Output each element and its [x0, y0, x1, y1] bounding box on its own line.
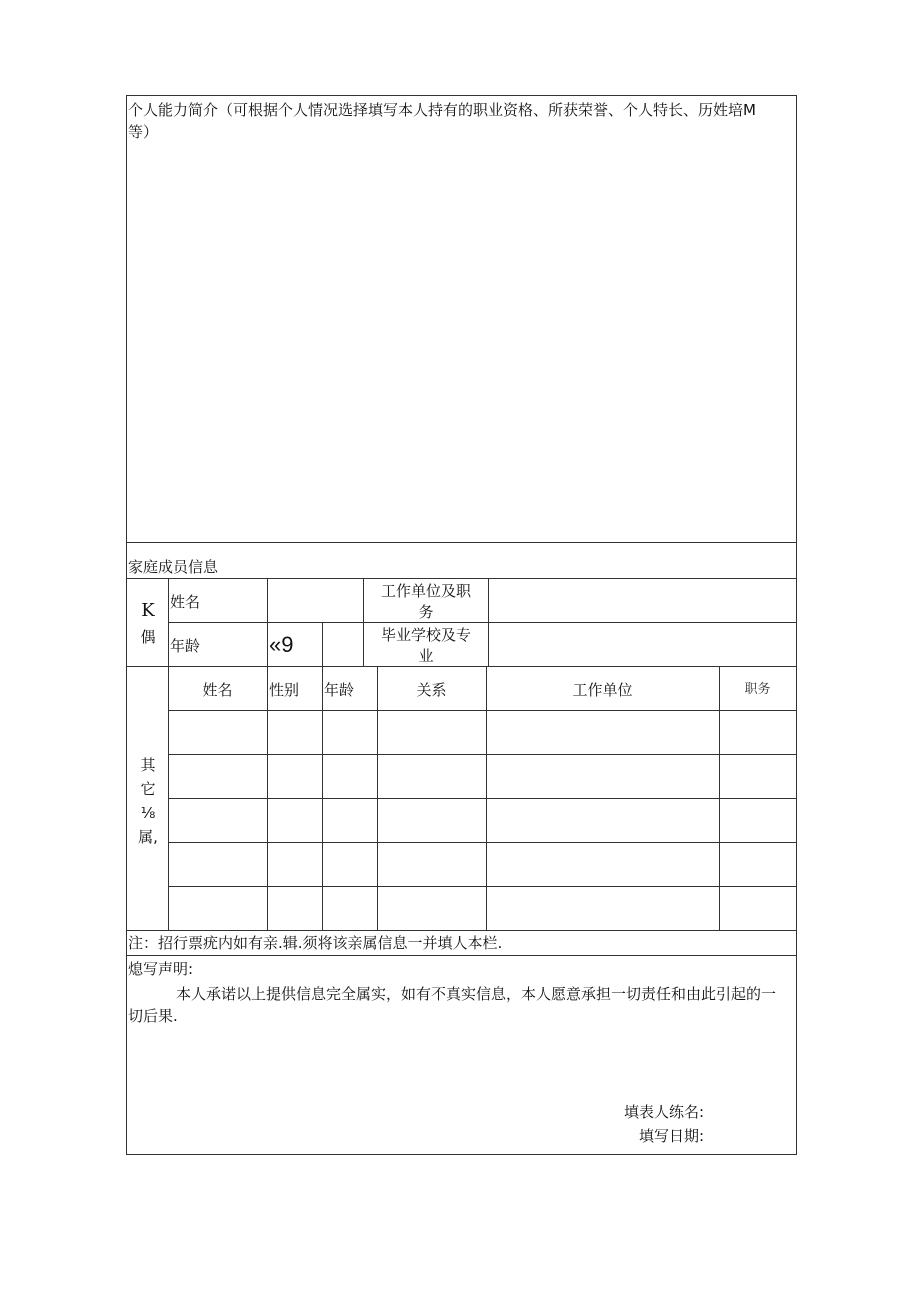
declaration-body-line2: 切后果.: [128, 1007, 178, 1025]
profile-heading-line1: 个人能力简介（可根据个人情况选择填写本人持有的职业资格、所获荣誉、个人特长、历姓培M: [128, 101, 756, 119]
relatives-col-position: 职务: [744, 682, 771, 697]
spouse-age-label: 年龄: [170, 637, 201, 655]
profile-heading-line2: 等）: [128, 123, 159, 141]
spouse-work-label-line2: 务: [418, 603, 434, 621]
relatives-col-name: 姓名: [202, 681, 233, 699]
date-field[interactable]: [710, 1125, 792, 1147]
table-row[interactable]: [169, 711, 795, 753]
relatives-label-char-4: 属,: [138, 828, 158, 846]
relatives-label-char-1: 其: [140, 756, 156, 774]
relatives-col-relation: 关系: [416, 681, 447, 699]
signature-field[interactable]: [710, 1101, 792, 1123]
spouse-school-field[interactable]: [489, 623, 795, 665]
rule-profile-end: [126, 542, 796, 543]
profile-textarea[interactable]: [128, 146, 794, 540]
relatives-col-age: 年龄: [324, 681, 355, 699]
table-row[interactable]: [169, 887, 795, 929]
family-section-title: 家庭成员信息: [128, 558, 219, 576]
relatives-label-char-2: 它: [140, 780, 156, 798]
spouse-work-field[interactable]: [489, 579, 795, 621]
border-bottom: [126, 1154, 796, 1155]
spouse-school-label-line1: 毕业学校及专: [380, 626, 471, 644]
border-left: [126, 95, 127, 1155]
spouse-work-label-line1: 工作单位及职: [380, 582, 471, 600]
relatives-label-char-3: ⅛: [140, 804, 156, 822]
declaration-title: 熄写声明:: [128, 960, 194, 978]
border-top: [126, 95, 796, 96]
rule-spouse-c2: [322, 622, 323, 666]
spouse-label-bottom: 偶: [140, 628, 156, 646]
spouse-name-label: 姓名: [170, 593, 201, 611]
table-row[interactable]: [169, 755, 795, 797]
relatives-note: 注：招行票疣内如有亲.辑.须将该亲属信息一并填人本栏.: [128, 934, 503, 952]
signature-label: 填表人练名:: [624, 1103, 705, 1121]
spouse-age-value[interactable]: «9: [269, 632, 294, 657]
border-right: [796, 95, 797, 1155]
spouse-name-field[interactable]: [268, 579, 362, 621]
rule-note-end: [126, 955, 796, 956]
rule-relatives-end: [126, 930, 796, 931]
table-row[interactable]: [169, 799, 795, 841]
date-label: 填写日期:: [639, 1127, 705, 1145]
table-row[interactable]: [169, 843, 795, 885]
relatives-col-employer: 工作单位: [572, 681, 633, 699]
spouse-school-label-line2: 业: [418, 647, 434, 665]
declaration-body-line1: 本人承诺以上提供信息完全属实，如有不真实信息，本人愿意承担一切责任和由此引起的一: [176, 985, 777, 1003]
relatives-col-gender: 性别: [269, 681, 300, 699]
spouse-label-top: K: [141, 600, 155, 621]
rule-spouse-label: [168, 578, 169, 666]
